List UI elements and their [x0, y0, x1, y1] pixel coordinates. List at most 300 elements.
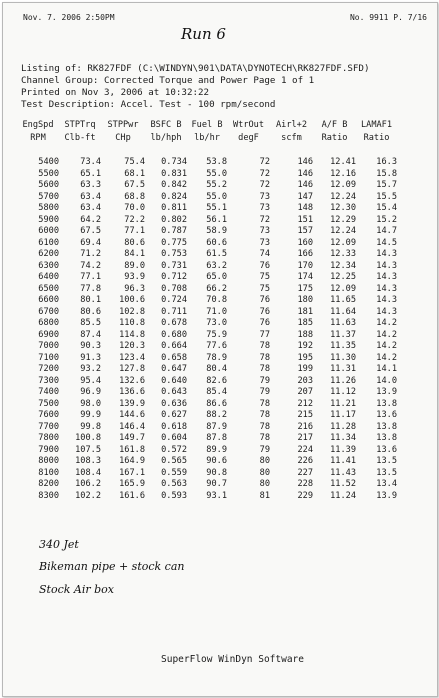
table-cell: 66.2	[206, 283, 227, 294]
table-cell: 11.28	[330, 421, 356, 432]
table-cell: 11.63	[330, 318, 356, 328]
table-cell: 72	[259, 157, 270, 167]
table-cell: 132.6	[119, 375, 145, 386]
table-cell: 195	[297, 352, 313, 363]
table-cell: 7300	[38, 375, 59, 386]
table-cell: 207	[297, 387, 313, 397]
table-cell: 0.734	[161, 157, 187, 167]
table-cell: 15.8	[376, 168, 397, 179]
table-cell: 79	[259, 375, 270, 386]
table-row	[17, 203, 397, 215]
table-cell: 13.6	[376, 410, 397, 420]
table-cell: 167.1	[119, 467, 145, 478]
table-cell: 166	[297, 249, 313, 259]
table-cell: 72.2	[124, 214, 145, 225]
table-cell: 11.35	[330, 341, 356, 351]
table-cell: 63.3	[80, 180, 101, 190]
table-cell: 90.6	[206, 456, 227, 466]
table-cell: 11.17	[330, 410, 356, 420]
fax-page	[2, 2, 438, 697]
table-cell: 165.9	[119, 479, 145, 489]
table-cell: 0.643	[161, 387, 187, 397]
table-cell: 16.3	[376, 157, 397, 167]
column-header-name: BSFC B	[150, 120, 182, 130]
table-cell: 0.811	[161, 203, 187, 213]
table-cell: 75.9	[206, 329, 227, 340]
table-cell: 71.2	[80, 249, 101, 259]
table-cell: 13.5	[376, 467, 397, 478]
table-cell: 123.4	[119, 352, 145, 363]
table-row	[17, 353, 397, 365]
column-header	[145, 119, 187, 145]
software-footer: SuperFlow WinDyn Software	[161, 654, 304, 665]
table-cell: 14.3	[376, 260, 397, 271]
table-cell: 6300	[38, 260, 59, 271]
table-cell: 6100	[38, 237, 59, 248]
table-cell: 76	[259, 306, 270, 317]
column-header-unit: Ratio	[363, 133, 390, 143]
table-cell: 14.3	[376, 272, 397, 282]
column-header-name: WtrOut	[232, 120, 265, 130]
table-cell: 71.0	[206, 306, 227, 317]
table-cell: 73	[259, 226, 270, 236]
table-cell: 12.30	[330, 203, 356, 213]
table-cell: 72	[259, 214, 270, 225]
table-cell: 79	[259, 387, 270, 397]
table-cell: 120.3	[119, 341, 145, 351]
table-cell: 5500	[38, 168, 59, 179]
table-cell: 73	[259, 191, 270, 202]
column-header	[59, 119, 101, 145]
column-header-name: STPPwr	[107, 120, 139, 130]
table-cell: 161.6	[119, 490, 145, 501]
table-cell: 174	[297, 272, 313, 282]
table-row	[17, 307, 397, 319]
table-cell: 114.8	[119, 329, 145, 340]
table-cell: 100.6	[119, 295, 145, 305]
table-row	[17, 192, 397, 204]
table-cell: 63.2	[206, 260, 227, 271]
table-cell: 74.2	[80, 260, 101, 271]
table-cell: 0.802	[161, 214, 187, 225]
table-cell: 13.8	[376, 433, 397, 443]
table-cell: 144.6	[119, 410, 145, 420]
table-cell: 11.30	[330, 352, 356, 363]
column-header-unit: CHp	[115, 133, 131, 143]
table-cell: 15.5	[376, 191, 397, 202]
table-cell: 0.680	[161, 329, 187, 340]
table-cell: 215	[297, 410, 313, 420]
table-cell: 8100	[38, 467, 59, 478]
column-header-unit: lb/hph	[150, 133, 182, 143]
table-cell: 11.26	[330, 375, 356, 386]
table-cell: 96.3	[124, 283, 145, 294]
table-cell: 53.8	[206, 157, 227, 167]
table-cell: 7900	[38, 444, 59, 455]
table-cell: 5600	[38, 180, 59, 190]
table-cell: 76	[259, 318, 270, 328]
table-cell: 14.3	[376, 295, 397, 305]
table-cell: 67.5	[80, 226, 101, 236]
table-cell: 99.8	[80, 421, 101, 432]
table-cell: 6500	[38, 283, 59, 294]
column-header	[313, 119, 356, 145]
table-cell: 55.1	[206, 203, 227, 213]
table-cell: 77.1	[124, 226, 145, 236]
table-cell: 11.31	[330, 364, 356, 374]
table-cell: 73	[259, 237, 270, 248]
table-cell: 96.9	[80, 387, 101, 397]
listing-line: Listing of: RK827FDF (C:\WINDYN\901\DATA\DYNOTECH\RK827FDF.SFD)	[21, 63, 370, 74]
table-cell: 77.1	[80, 272, 101, 282]
table-cell: 0.559	[161, 467, 187, 478]
table-cell: 12.24	[330, 191, 356, 202]
table-cell: 8000	[38, 456, 59, 466]
table-cell: 79	[259, 444, 270, 455]
table-cell: 151	[297, 214, 313, 225]
table-row	[17, 433, 397, 445]
table-cell: 13.4	[376, 479, 397, 489]
table-cell: 75	[259, 272, 270, 282]
table-cell: 6200	[38, 249, 59, 259]
column-header-name: EngSpd	[22, 120, 54, 130]
fax-timestamp: Nov. 7. 2006 2:50PM	[23, 13, 115, 22]
table-cell: 60.6	[206, 237, 227, 248]
table-cell: 99.9	[80, 410, 101, 420]
table-cell: 0.572	[161, 444, 187, 455]
table-cell: 12.09	[330, 180, 356, 190]
table-cell: 0.627	[161, 410, 187, 420]
column-header-unit: scfm	[281, 133, 302, 143]
table-cell: 63.4	[80, 203, 101, 213]
table-row	[17, 318, 397, 330]
table-cell: 82.6	[206, 375, 227, 386]
table-cell: 11.37	[330, 329, 356, 340]
table-cell: 0.640	[161, 375, 187, 386]
table-cell: 65.1	[80, 168, 101, 179]
table-cell: 217	[297, 433, 313, 443]
column-header-unit: lb/hr	[194, 133, 220, 143]
table-cell: 13.9	[376, 387, 397, 397]
table-cell: 81	[259, 490, 270, 501]
table-header-row	[17, 119, 397, 145]
table-cell: 75.4	[124, 157, 145, 167]
table-cell: 73.0	[206, 318, 227, 328]
table-row	[17, 284, 397, 296]
table-cell: 0.824	[161, 191, 187, 202]
table-cell: 13.5	[376, 456, 397, 466]
table-row	[17, 341, 397, 353]
table-cell: 11.21	[330, 398, 356, 409]
table-row	[17, 399, 397, 411]
table-cell: 75	[259, 283, 270, 294]
table-cell: 77.8	[80, 283, 101, 294]
column-header-unit: degF	[238, 133, 259, 143]
table-cell: 95.4	[80, 375, 101, 386]
table-cell: 160	[297, 237, 313, 248]
table-cell: 64.2	[80, 214, 101, 225]
table-row	[17, 215, 397, 227]
table-cell: 7400	[38, 387, 59, 397]
table-cell: 55.2	[206, 180, 227, 190]
table-cell: 72	[259, 168, 270, 179]
table-cell: 11.41	[330, 456, 356, 466]
table-cell: 6400	[38, 272, 59, 282]
table-cell: 87.8	[206, 433, 227, 443]
table-cell: 14.2	[376, 352, 397, 363]
column-header-unit: Ratio	[321, 133, 348, 143]
table-cell: 89.9	[206, 444, 227, 455]
table-row	[17, 295, 397, 307]
table-cell: 74	[259, 249, 270, 259]
table-cell: 86.6	[206, 398, 227, 409]
table-cell: 12.33	[330, 249, 356, 259]
table-cell: 77.6	[206, 341, 227, 351]
test-description-line: Test Description: Accel. Test - 100 rpm/second	[21, 99, 276, 110]
table-cell: 70.0	[124, 203, 145, 213]
table-cell: 12.09	[330, 237, 356, 248]
table-cell: 85.5	[80, 318, 101, 328]
table-cell: 14.2	[376, 341, 397, 351]
table-cell: 102.8	[119, 306, 145, 317]
table-cell: 6700	[38, 306, 59, 317]
table-cell: 78.9	[206, 352, 227, 363]
table-cell: 127.8	[119, 364, 145, 374]
table-row	[17, 157, 397, 169]
column-header-name: STPTrq	[64, 120, 96, 130]
table-cell: 0.565	[161, 456, 187, 466]
table-cell: 136.6	[119, 387, 145, 397]
table-cell: 147	[297, 191, 313, 202]
table-cell: 170	[297, 260, 313, 271]
table-cell: 93.2	[80, 364, 101, 374]
table-cell: 90.3	[80, 341, 101, 351]
table-cell: 0.708	[161, 283, 187, 294]
table-cell: 63.4	[80, 191, 101, 202]
table-cell: 139.9	[119, 398, 145, 409]
table-cell: 80.6	[80, 306, 101, 317]
table-cell: 212	[297, 398, 313, 409]
table-cell: 146.4	[119, 421, 145, 432]
table-cell: 0.712	[161, 272, 187, 282]
table-cell: 0.787	[161, 226, 187, 236]
handwritten-note-airbox: Stock Air box	[39, 583, 114, 596]
table-cell: 15.4	[376, 203, 397, 213]
table-cell: 226	[297, 456, 313, 466]
table-row	[17, 272, 397, 284]
table-cell: 77	[259, 329, 270, 340]
table-cell: 216	[297, 421, 313, 432]
table-row	[17, 387, 397, 399]
table-cell: 0.842	[161, 180, 187, 190]
table-row	[17, 491, 397, 503]
table-cell: 0.658	[161, 352, 187, 363]
table-cell: 6900	[38, 329, 59, 340]
table-cell: 149.7	[119, 433, 145, 443]
table-cell: 100.8	[75, 433, 101, 443]
table-cell: 11.64	[330, 306, 356, 317]
column-header	[17, 119, 59, 145]
table-cell: 6600	[38, 295, 59, 305]
table-cell: 6000	[38, 226, 59, 236]
table-cell: 108.3	[75, 456, 101, 466]
table-cell: 85.4	[206, 387, 227, 397]
table-cell: 14.0	[376, 375, 397, 386]
table-cell: 102.2	[75, 490, 101, 501]
column-header	[356, 119, 397, 145]
table-cell: 14.7	[376, 226, 397, 236]
table-cell: 12.16	[330, 168, 356, 179]
table-cell: 157	[297, 226, 313, 236]
table-cell: 68.1	[124, 168, 145, 179]
table-cell: 72	[259, 180, 270, 190]
table-cell: 203	[297, 375, 313, 386]
table-cell: 227	[297, 467, 313, 478]
table-cell: 0.711	[161, 306, 187, 317]
table-cell: 8200	[38, 479, 59, 489]
table-cell: 0.636	[161, 398, 187, 409]
table-cell: 0.731	[161, 260, 187, 271]
table-cell: 7800	[38, 433, 59, 443]
table-cell: 106.2	[75, 479, 101, 489]
table-cell: 0.647	[161, 364, 187, 374]
table-cell: 73	[259, 203, 270, 213]
table-cell: 7000	[38, 341, 59, 351]
table-cell: 107.5	[75, 444, 101, 455]
table-cell: 175	[297, 283, 313, 294]
table-cell: 78	[259, 341, 270, 351]
column-header	[270, 119, 313, 145]
table-cell: 80.4	[206, 364, 227, 374]
table-cell: 78	[259, 398, 270, 409]
table-cell: 180	[297, 295, 313, 305]
table-cell: 12.25	[330, 272, 356, 282]
table-cell: 5900	[38, 214, 59, 225]
table-cell: 89.0	[124, 260, 145, 271]
table-cell: 0.753	[161, 249, 187, 259]
table-cell: 0.604	[161, 433, 187, 443]
handwritten-run-label: Run 6	[181, 25, 226, 43]
table-cell: 87.9	[206, 421, 227, 432]
table-cell: 88.2	[206, 410, 227, 420]
table-cell: 93.9	[124, 272, 145, 282]
table-cell: 181	[297, 306, 313, 317]
table-cell: 110.8	[119, 318, 145, 328]
column-header	[187, 119, 227, 145]
table-cell: 229	[297, 490, 313, 501]
table-row	[17, 479, 397, 491]
column-header	[227, 119, 270, 145]
table-cell: 0.563	[161, 479, 187, 489]
table-body	[17, 145, 397, 502]
table-cell: 0.618	[161, 421, 187, 432]
table-cell: 76	[259, 295, 270, 305]
table-cell: 80.6	[124, 237, 145, 248]
table-cell: 224	[297, 444, 313, 455]
table-cell: 0.724	[161, 295, 187, 305]
table-cell: 87.4	[80, 329, 101, 340]
table-cell: 11.43	[330, 467, 356, 478]
column-header-name: LAMAF1	[360, 120, 393, 130]
table-cell: 61.5	[206, 249, 227, 259]
table-cell: 11.34	[330, 433, 356, 443]
table-cell: 13.6	[376, 444, 397, 455]
table-cell: 14.2	[376, 329, 397, 340]
table-cell: 11.65	[330, 295, 356, 305]
column-header	[101, 119, 145, 145]
table-cell: 70.8	[206, 295, 227, 305]
table-cell: 7200	[38, 364, 59, 374]
table-cell: 14.3	[376, 249, 397, 259]
table-cell: 0.775	[161, 237, 187, 248]
table-cell: 146	[297, 157, 313, 167]
table-cell: 13.8	[376, 421, 397, 432]
table-cell: 80	[259, 479, 270, 489]
table-cell: 164.9	[119, 456, 145, 466]
table-cell: 80	[259, 467, 270, 478]
fax-page-number: No. 9911 P. 7/16	[349, 13, 427, 22]
table-cell: 13.8	[376, 398, 397, 409]
table-cell: 78	[259, 410, 270, 420]
table-cell: 56.1	[206, 214, 227, 225]
table-cell: 146	[297, 168, 313, 179]
table-row	[17, 364, 397, 376]
table-cell: 58.9	[206, 226, 227, 236]
table-cell: 55.0	[206, 191, 227, 202]
table-cell: 7100	[38, 352, 59, 363]
table-cell: 0.593	[161, 490, 187, 501]
handwritten-note-jet: 340 Jet	[39, 538, 79, 551]
table-row	[17, 330, 397, 342]
table-cell: 5800	[38, 203, 59, 213]
printed-on-line: Printed on Nov 3, 2006 at 10:32:22	[21, 87, 210, 98]
table-cell: 7600	[38, 410, 59, 420]
table-cell: 11.12	[330, 387, 356, 397]
table-row	[17, 238, 397, 250]
table-cell: 14.3	[376, 283, 397, 294]
table-cell: 80.1	[80, 295, 101, 305]
table-cell: 148	[297, 203, 313, 213]
table-cell: 199	[297, 364, 313, 374]
table-cell: 67.5	[124, 180, 145, 190]
table-row	[17, 410, 397, 422]
table-cell: 0.678	[161, 318, 187, 328]
column-header-name: A/F B	[321, 120, 348, 130]
table-cell: 0.831	[161, 168, 187, 179]
table-cell: 161.8	[119, 444, 145, 455]
table-cell: 8300	[38, 490, 59, 501]
table-cell: 13.9	[376, 490, 397, 501]
handwritten-note-pipe: Bikeman pipe + stock can	[39, 560, 185, 573]
table-row	[17, 261, 397, 273]
table-cell: 78	[259, 433, 270, 443]
table-cell: 76	[259, 260, 270, 271]
table-cell: 188	[297, 329, 313, 340]
table-cell: 185	[297, 318, 313, 328]
table-cell: 11.39	[330, 444, 356, 455]
table-cell: 7500	[38, 398, 59, 409]
table-cell: 14.1	[376, 364, 397, 374]
table-row	[17, 456, 397, 468]
table-cell: 78	[259, 364, 270, 374]
dyno-data-table	[17, 119, 397, 502]
table-row	[17, 226, 397, 238]
table-cell: 12.29	[330, 214, 356, 225]
table-cell: 5400	[38, 157, 59, 167]
column-header-unit: RPM	[30, 133, 46, 143]
table-cell: 12.34	[330, 260, 356, 271]
table-cell: 90.8	[206, 467, 227, 478]
